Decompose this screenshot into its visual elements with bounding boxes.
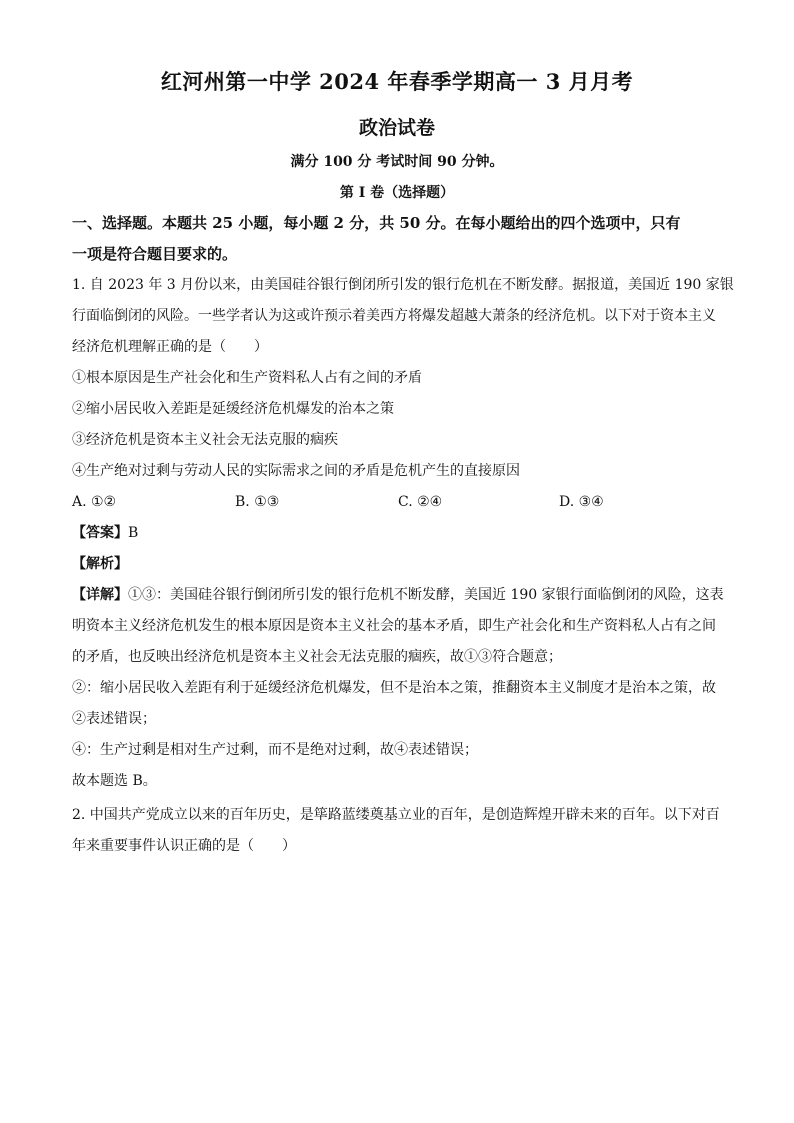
question-2-stem-line-2: 年来重要事件认识正确的是（ ）: [72, 838, 296, 854]
question-2: [72, 800, 722, 862]
detail-line-5: ②表述错误；: [72, 711, 156, 727]
answer-tag: 【答案】: [72, 525, 128, 541]
option-d: D. ③④: [559, 494, 604, 510]
instructions: [72, 208, 722, 270]
question-1: [72, 270, 734, 797]
option-a: A. ①②: [72, 494, 117, 510]
question-2-stem-line-1: 2. 中国共产党成立以来的百年历史，是筚路蓝缕奠基立业的百年，是创造辉煌开辟未来的百年。以下对百: [72, 807, 720, 823]
option-b: B. ①③: [235, 494, 280, 510]
question-1-stem-line-2: 行面临倒闭的风险。一些学者认为这或许预示着美西方将爆发超越大萧条的经济危机。以下对于资本主义: [72, 308, 716, 324]
instructions-line-2: 一项是符合题目要求的。: [72, 245, 238, 263]
detail-line-3: 的矛盾，也反映出经济危机是资本主义社会无法克服的痼疾，故①③符合题意；: [72, 649, 562, 665]
answer-options: [72, 487, 722, 518]
detail-line-6: ④：生产过剩是相对生产过剩，而不是绝对过剩，故④表述错误；: [72, 742, 478, 758]
statement-3: ③经济危机是资本主义社会无法克服的痼疾: [72, 432, 338, 448]
statement-1: ①根本原因是生产社会化和生产资料私人占有之间的矛盾: [72, 370, 422, 386]
question-1-stem-line-1: 1. 自 2023 年 3 月份以来，由美国硅谷银行倒闭所引发的银行危机在不断发酵。据报道，美国近 190 家银: [72, 277, 734, 293]
analysis-tag: 【解析】: [72, 556, 128, 572]
answer-value: B: [128, 525, 139, 541]
detail-line-7: 故本题选 B。: [72, 773, 157, 789]
detail-line-1: [72, 580, 722, 611]
statement-4: ④生产绝对过剩与劳动人民的实际需求之间的矛盾是危机产生的直接原因: [72, 463, 520, 479]
exam-meta: 满分 100 分 考试时间 90 分钟。: [290, 154, 504, 170]
option-c: C. ②④: [398, 494, 443, 510]
detail-tag: 【详解】: [72, 587, 128, 603]
answer-line: [72, 518, 722, 549]
question-1-stem-line-3: 经济危机理解正确的是（ ）: [72, 339, 268, 355]
detail-line-4: ②：缩小居民收入差距有利于延缓经济危机爆发，但不是治本之策，推翻资本主义制度才是治本之策，故: [72, 680, 716, 696]
detail-line-2: 明资本主义经济危机发生的根本原因是资本主义社会的基本矛盾，即生产社会化和生产资料私人占有之间: [72, 618, 716, 634]
exam-title: 红河州第一中学 2024 年春季学期高一 3 月月考: [160, 69, 634, 94]
statement-2: ②缩小居民收入差距是延缓经济危机爆发的治本之策: [72, 401, 394, 417]
section-heading: 第 I 卷（选择题）: [339, 185, 455, 201]
detail-text-1: ①③：美国硅谷银行倒闭所引发的银行危机不断发酵，美国近 190 家银行面临倒闭的风险，这表: [128, 587, 724, 603]
exam-subject: 政治试卷: [358, 117, 435, 139]
instructions-line-1: 一、选择题。本题共 25 小题，每小题 2 分，共 50 分。在每小题给出的四个选项中，只有: [72, 214, 681, 232]
